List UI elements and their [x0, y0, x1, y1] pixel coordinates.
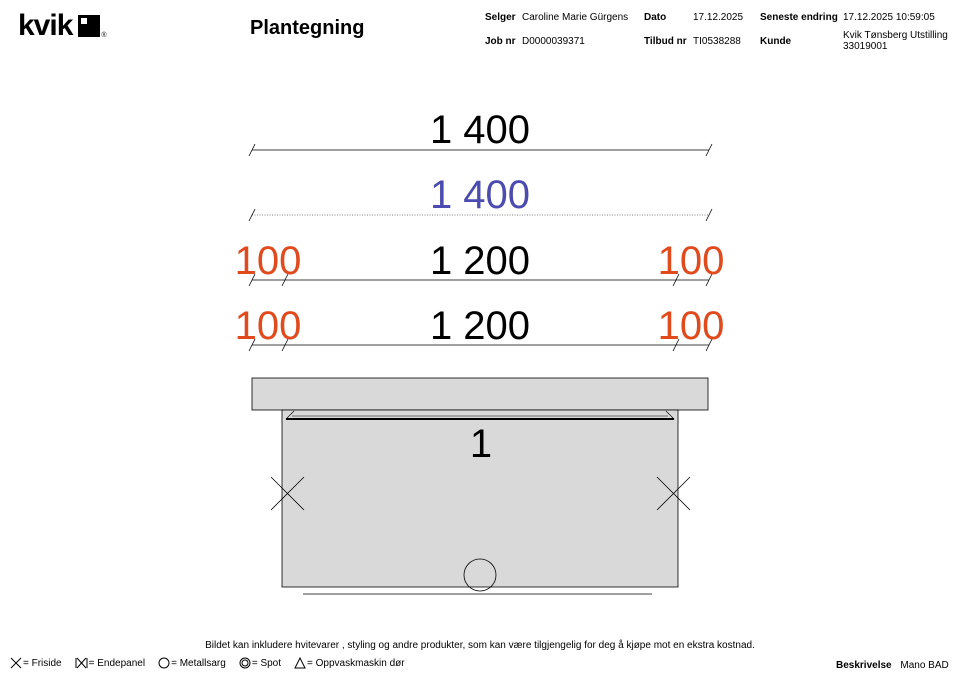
offer-label: Tilbud nr	[644, 36, 687, 47]
page-title: Plantegning	[250, 17, 365, 39]
dim-total-outer-label: 1 400	[429, 108, 531, 152]
cross-icon	[10, 657, 22, 669]
customer-name: Kvik Tønsberg Utstilling	[843, 30, 948, 41]
offer-value: TI0538288	[693, 36, 741, 47]
legend-label-oppvaskmaskin: = Oppvaskmaskin dør	[307, 657, 405, 669]
last-changed-value: 17.12.2025 10:59:05	[843, 12, 935, 23]
dim-total-inner-label: 1 400	[429, 173, 531, 217]
dimension-total-outer	[249, 108, 712, 156]
seller-value: Caroline Marie Gürgens	[522, 12, 629, 23]
legend-label-friside: = Friside	[23, 657, 62, 669]
legend-label-endepanel: = Endepanel	[88, 657, 146, 669]
dim-row1-mid-label: 1 200	[429, 239, 531, 283]
last-changed-label: Seneste endring	[760, 12, 838, 23]
countertop	[252, 378, 708, 410]
date-label: Dato	[644, 12, 667, 23]
description	[836, 660, 949, 671]
circle-icon	[158, 657, 170, 669]
legend-label-spot: = Spot	[251, 657, 282, 669]
dimension-total-inner	[249, 173, 712, 221]
legend-item-friside	[10, 657, 62, 669]
job-label: Job nr	[485, 36, 516, 47]
legend-label-metallsarg: = Metallsarg	[171, 657, 226, 669]
spot-icon	[239, 657, 251, 669]
logo-text: kvik	[18, 9, 73, 42]
cabinet-number-label: 1	[469, 422, 493, 466]
dim-row2-right-label: 100	[657, 304, 725, 348]
job-value: D0000039371	[522, 36, 585, 47]
description-label: Beskrivelse	[836, 660, 892, 671]
endpanel-icon	[75, 657, 88, 669]
dim-row2-mid-label: 1 200	[429, 304, 531, 348]
legend-item-metallsarg	[158, 657, 226, 669]
legend	[10, 657, 418, 669]
dim-row1-right-label: 100	[657, 239, 725, 283]
customer-number: 33019001	[843, 41, 888, 52]
registered-mark: ®	[101, 32, 107, 39]
description-value: Mano BAD	[900, 660, 949, 671]
seller-label: Selger	[485, 12, 516, 23]
cabinet-1	[271, 410, 690, 591]
dim-row1-left-label: 100	[234, 239, 302, 283]
triangle-icon	[294, 657, 306, 669]
dim-row2-left-label: 100	[234, 304, 302, 348]
legend-item-oppvaskmaskin	[294, 657, 405, 669]
dimension-row-2	[235, 304, 725, 351]
disclaimer-text: Bildet kan inkludere hvitevarer , styling og andre produkter, som kan være tilgjengelig for deg å kjøpe mot en ekstra kostnad.	[205, 640, 755, 651]
customer-label: Kunde	[760, 36, 792, 47]
dimension-row-1	[235, 239, 725, 286]
legend-item-spot	[239, 657, 281, 669]
legend-item-endepanel	[75, 657, 145, 669]
date-value: 17.12.2025	[693, 12, 744, 23]
